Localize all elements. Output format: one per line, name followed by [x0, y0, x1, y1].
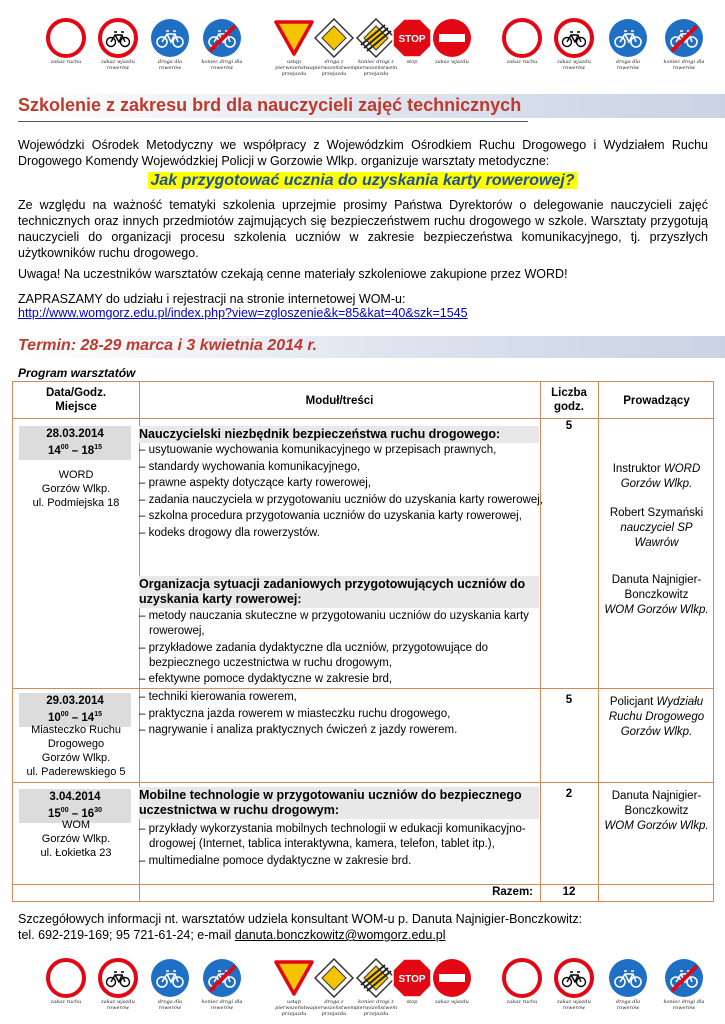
registration-link[interactable]: http://www.womgorz.edu.pl/index.php?view=zgloszenie&k=85&kat=40&szk=1545	[18, 306, 468, 320]
session3-time: $15^{00} - 16^{30}$	[48, 807, 102, 820]
session1-place	[13, 468, 139, 510]
time-start-min: 00	[60, 711, 69, 718]
time-end-min: 30	[94, 807, 102, 814]
yield-sign-icon: ustąp pierwszeństwa przejazdu	[270, 958, 318, 1017]
no-vehicles-sign-icon: zakaz ruchu	[498, 18, 546, 65]
table-divider	[13, 418, 713, 419]
term-heading: Termin: 28-29 marca i 3 kwietnia 2014 r.	[18, 337, 318, 354]
header-module: Moduł/treści	[305, 395, 374, 407]
contact-phones: tel. 692-219-169; 95 721-61-24; e-mail	[18, 928, 235, 942]
time-start-min: 00	[60, 807, 69, 814]
table-divider	[13, 782, 713, 783]
leader-org: WORD Gorzów Wlkp.	[620, 463, 701, 490]
end-priority-road-sign-icon: koniec drogi z pierwszeństwem przejazdu	[352, 958, 400, 1017]
sign-strip-bottom	[0, 958, 725, 1020]
notice-paragraph: Uwaga! Na uczestników warsztatów czekają cenne materiały szkoleniowe zakupione przez WORD!	[18, 267, 568, 281]
place-line: ul. Podmiejska 18	[32, 497, 120, 509]
contact-line1: Szczegółowych informacji nt. warsztatów udziela konsultant WOM-u p. Danuta Najnigier-Bonczkowitz:	[18, 912, 583, 926]
list-item: – prawne aspekty dotyczące karty rowerowej,	[139, 476, 543, 491]
intro-paragraph: Wojewódzki Ośrodek Metodyczny we współpracy z Wojewódzkim Ośrodkiem Ruchu Drogowego i Wydziałem Ruchu Drogowego Komendy Wojewódzkiej Policji w Gorzowie Wlkp. organizuje warsztaty metodyczne:	[18, 138, 708, 168]
contact-line2	[18, 927, 582, 943]
session3-leader	[598, 789, 715, 834]
body-paragraph: Ze względu na ważność tematyki szkolenia uprzejmie prosimy Państwa Dyrektorów o delegowanie nauczycieli zajęć technicznych oraz innych przedmiotów zajmujących się bezpieczeństwem ruchu drogowego w szkole. Warsztaty przygotują nauczycieli do organizacji procesu szkolenia uczniów w zakresie bezpieczeństwa komunikacyjnego, tj. przyszłych użytkowników ruchu drogowego.	[18, 198, 708, 260]
total-hours: 12	[562, 886, 576, 898]
contact-footer	[18, 911, 582, 943]
time-end-hour: 16	[81, 807, 95, 820]
bike-path-sign-icon: droga dla rowerów	[604, 958, 652, 1011]
session2-date	[19, 693, 131, 727]
session1-list2	[139, 609, 543, 689]
session2-place	[13, 723, 139, 779]
leader3-org: WOM Gorzów Wlkp.	[604, 604, 709, 616]
priority-road-sign-icon: droga z pierwszeństwem przejazdu	[310, 958, 358, 1017]
leader-org: WOM Gorzów Wlkp.	[604, 820, 709, 832]
time-end-hour: 18	[81, 444, 95, 457]
header-leader: Prowadzący	[623, 395, 690, 407]
session1-time: $14^{00} - 18^{15}$	[48, 444, 102, 457]
time-end-min: 15	[94, 444, 102, 451]
header-date-line2: Miejsce	[55, 401, 97, 413]
session2-date-text: 29.03.2014	[46, 695, 104, 707]
session3-hours: 2	[565, 788, 573, 800]
session1-heading1: Nauczycielski niezbędnik bezpieczeństwa ruchu drogowego:	[139, 426, 539, 443]
leader-name: Danuta Najnigier-Bonczkowitz	[611, 790, 702, 817]
svg-text:STOP: STOP	[398, 974, 426, 985]
header-date	[13, 386, 139, 414]
no-vehicles-sign-icon: zakaz ruchu	[498, 958, 546, 1005]
list-item: – przykładowe zadania dydaktyczne dla uczniów, przygotowujące do bezpiecznego uczestnictwa w ruchu drogowym,	[139, 641, 543, 671]
session2-hours: 5	[565, 694, 573, 706]
list-item: – standardy wychowania komunikacyjnego,	[139, 460, 543, 475]
end-bike-path-sign-icon: koniec drogi dla rowerów	[660, 18, 708, 71]
session1-date-text: 28.03.2014	[46, 428, 104, 440]
leader2-name: Robert Szymański	[609, 507, 704, 519]
place-line: Drogowego	[47, 738, 105, 750]
program-table	[12, 381, 714, 902]
no-entry-sign-icon: zakaz wjazdu	[428, 18, 476, 65]
svg-text:STOP: STOP	[398, 34, 426, 45]
total-label: Razem:	[492, 886, 533, 898]
session3-place	[13, 818, 139, 860]
end-priority-road-sign-icon: koniec drogi z pierwszeństwem przejazdu	[352, 18, 400, 77]
session3-heading: Mobilne technologie w przygotowaniu uczniów do bezpiecznego uczestnictwa w ruchu drogowym:	[139, 787, 539, 819]
leader-role: Policjant	[609, 696, 654, 708]
bike-path-sign-icon: droga dla rowerów	[604, 18, 652, 71]
contact-email-link[interactable]: danuta.bonczkowitz@womgorz.edu.pl	[234, 928, 446, 942]
list-item: – multimedialne pomoce dydaktyczne w zakresie brd.	[139, 854, 543, 869]
header-hours	[540, 386, 598, 414]
place-line: Miasteczko Ruchu	[31, 724, 121, 736]
yield-sign-icon: ustąp pierwszeństwa przejazdu	[270, 18, 318, 77]
page-title: Szkolenie z zakresu brd dla nauczycieli zajęć technicznych	[18, 95, 522, 115]
table-divider	[13, 884, 713, 885]
time-end-hour: 14	[81, 711, 95, 724]
question-text: Jak przygotować ucznia do uzyskania karty rowerowej?	[150, 172, 575, 189]
session2-leader	[598, 695, 715, 740]
list-item: – usytuowanie wychowania komunikacyjnego w przepisach prawnych,	[139, 443, 543, 458]
stop-sign-icon: STOP stop	[388, 18, 436, 65]
header-hours-line1: Liczba	[551, 387, 587, 399]
no-bikes-sign-icon: zakaz wjazdu rowerów	[94, 958, 142, 1011]
stop-sign-icon: STOP stop	[388, 958, 436, 1005]
place-line: Gorzów Wlkp.	[41, 483, 111, 495]
title-underline	[18, 121, 528, 122]
no-vehicles-sign-icon: zakaz ruchu	[42, 958, 90, 1005]
session1-leaders	[598, 462, 715, 618]
no-vehicles-sign-icon: zakaz ruchu	[42, 18, 90, 65]
place-line: ul. Łokietka 23	[40, 847, 112, 859]
list-item: – nagrywanie i analiza praktycznych ćwiczeń z jazdy rowerem.	[139, 723, 543, 738]
leader2-role: nauczyciel SP Wawrów	[620, 522, 693, 549]
list-item: – zadania nauczyciela w przygotowaniu uczniów do uzyskania karty rowerowej,	[139, 493, 543, 508]
session2-time: $10^{00} - 14^{15}$	[48, 711, 102, 724]
list-item: – szkolna procedura przygotowania uczniów do uzyskania karty rowerowej,	[139, 509, 543, 524]
session3-date-text: 3.04.2014	[49, 791, 101, 803]
header-date-line1: Data/Godz.	[45, 387, 107, 399]
time-start-hour: 15	[48, 807, 61, 820]
place-line: Gorzów Wlkp.	[41, 752, 111, 764]
no-bikes-sign-icon: zakaz wjazdu rowerów	[550, 18, 598, 71]
session2-list	[139, 690, 543, 740]
place-line: WOM	[61, 819, 91, 831]
no-bikes-sign-icon: zakaz wjazdu rowerów	[550, 958, 598, 1011]
list-item: – techniki kierowania rowerem,	[139, 690, 543, 705]
place-line: ul. Paderewskiego 5	[26, 766, 126, 778]
end-bike-path-sign-icon: koniec drogi dla rowerów	[660, 958, 708, 1011]
list-item: – przykłady wykorzystania mobilnych technologii w edukacji komunikacyjno-drogowej (Internet, tablica interaktywna, kamera, telefon, tablet itp.),	[139, 822, 543, 852]
place-line: Gorzów Wlkp.	[41, 833, 111, 845]
sign-strip-top	[0, 18, 725, 80]
time-start-hour: 14	[48, 444, 61, 457]
no-entry-sign-icon: zakaz wjazdu	[428, 958, 476, 1005]
question-heading	[0, 172, 725, 190]
list-item: – praktyczna jazda rowerem w miasteczku ruchu drogowego,	[139, 707, 543, 722]
bike-path-sign-icon: droga dla rowerów	[146, 958, 194, 1011]
header-hours-line2: godz.	[553, 401, 585, 413]
priority-road-sign-icon: droga z pierwszeństwem przejazdu	[310, 18, 358, 77]
leader-org: Wydziału Ruchu Drogowego Gorzów Wlkp.	[608, 696, 705, 738]
invite-paragraph: ZAPRASZAMY do udziału i rejestracji na stronie internetowej WOM-u:	[18, 292, 406, 306]
list-item: – kodeks drogowy dla rowerzystów.	[139, 526, 543, 541]
session1-date	[19, 426, 131, 460]
time-start-min: 00	[60, 444, 69, 451]
time-end-min: 15	[94, 711, 102, 718]
session1-list1	[139, 443, 543, 542]
time-start-hour: 10	[48, 711, 61, 724]
end-bike-path-sign-icon: koniec drogi dla rowerów	[198, 958, 246, 1011]
end-bike-path-sign-icon: koniec drogi dla rowerów	[198, 18, 246, 71]
place-line: WORD	[58, 469, 94, 481]
session1-heading2: Organizacja sytuacji zadaniowych przygotowujących uczniów do uzyskania karty rowerowej:	[139, 576, 539, 608]
session1-hours: 5	[565, 420, 573, 432]
bike-path-sign-icon: droga dla rowerów	[146, 18, 194, 71]
no-bikes-sign-icon: zakaz wjazdu rowerów	[94, 18, 142, 71]
list-item: – metody nauczania skuteczne w przygotowaniu uczniów do uzyskania karty rowerowej,	[139, 609, 543, 639]
leader-role: Instruktor	[612, 463, 661, 475]
list-item: – efektywne pomoce dydaktyczne w zakresie brd,	[139, 672, 543, 687]
leader3-name: Danuta Najnigier-Bonczkowitz	[611, 574, 702, 601]
leader1	[598, 462, 715, 492]
program-label: Program warsztatów	[18, 366, 136, 380]
session3-list	[139, 822, 543, 870]
